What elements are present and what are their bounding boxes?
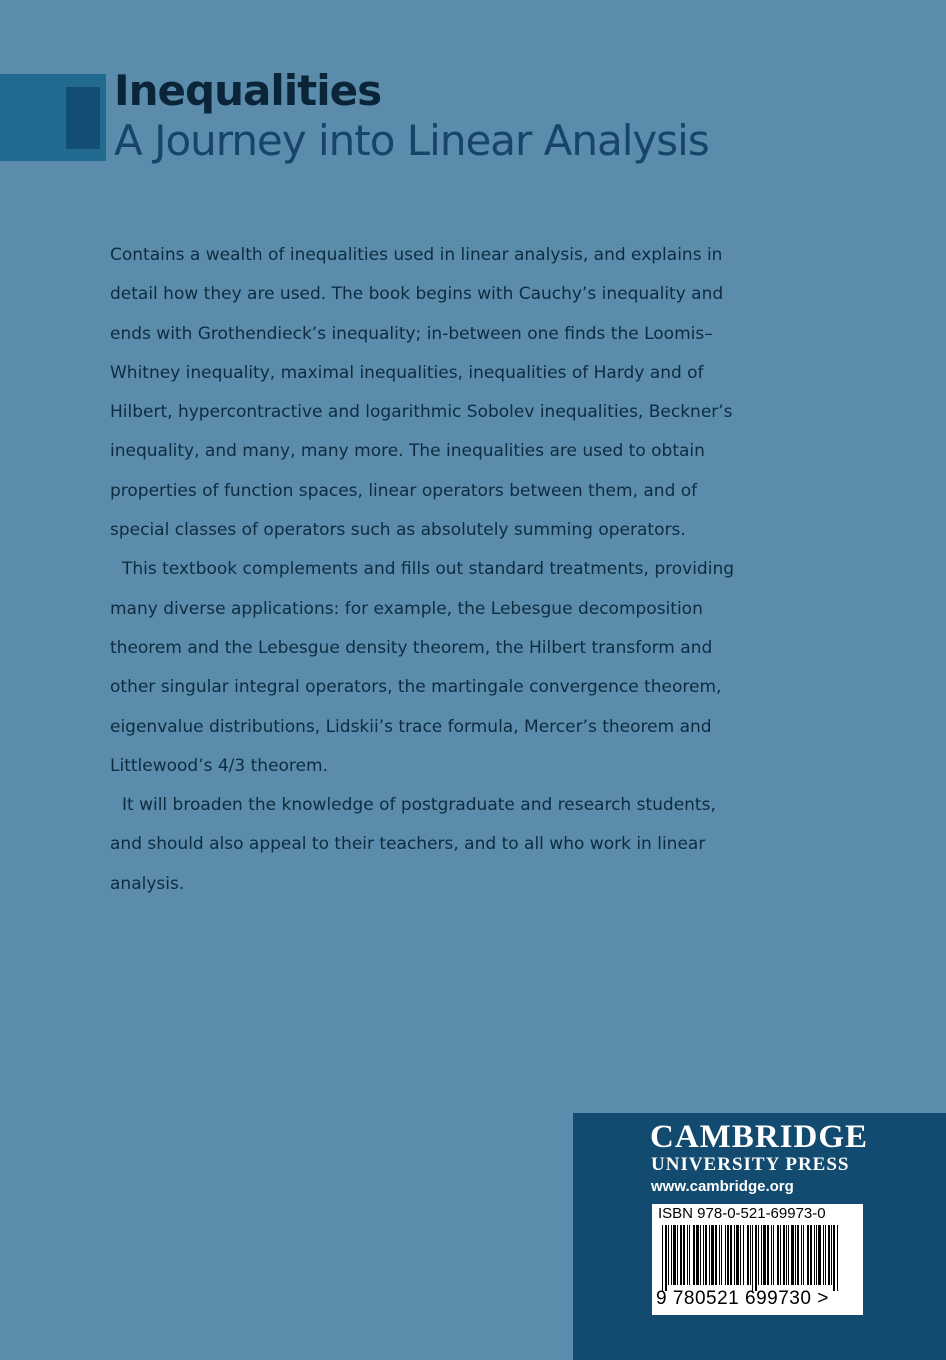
- barcode-bars: [662, 1225, 856, 1291]
- barcode-stripe: [755, 1225, 757, 1291]
- barcode-stripe: [703, 1225, 704, 1285]
- barcode-stripe: [803, 1225, 804, 1285]
- barcode-stripe: [791, 1225, 794, 1285]
- back-cover-blurb: [110, 236, 742, 904]
- barcode-stripe: [771, 1225, 772, 1285]
- blurb-paragraph: It will broaden the knowledge of postgraduate and research students, and should also appeal to their teachers, and to all who work in linear analysis.: [110, 795, 716, 894]
- barcode-stripe: [783, 1225, 785, 1285]
- barcode-stripe: [750, 1225, 751, 1285]
- barcode-stripe: [786, 1225, 787, 1285]
- barcode-stripe: [734, 1225, 735, 1285]
- barcode-stripe: [677, 1225, 678, 1285]
- barcode-stripe: [693, 1225, 695, 1285]
- barcode-stripe: [816, 1225, 817, 1285]
- barcode-stripe: [736, 1225, 739, 1285]
- barcode-stripe: [662, 1225, 663, 1291]
- barcode-stripe: [831, 1225, 832, 1285]
- barcode-stripe: [727, 1225, 729, 1285]
- barcode-stripe: [833, 1225, 835, 1291]
- barcode-stripe: [763, 1225, 766, 1285]
- barcode-stripe: [761, 1225, 762, 1285]
- book-title: Inequalities: [114, 66, 382, 115]
- barcode-stripe: [711, 1225, 714, 1285]
- barcode-stripe: [687, 1225, 688, 1285]
- book-subtitle: A Journey into Linear Analysis: [114, 116, 709, 165]
- blurb-paragraph: This textbook complements and fills out standard treatments, providing many diverse applications: for example, the Lebesgue decomposition theorem and the Lebesgue density theorem, the Hilbert transform and other singular integral operators, the martingale convergence theorem, eigenvalue distributions, Lidskii’s trace formula, Mercer’s theorem and Littlewood’s 4/3 theorem.: [110, 559, 735, 776]
- barcode-stripe: [814, 1225, 815, 1285]
- title-accent-mark: [66, 87, 100, 149]
- publisher-url: www.cambridge.org: [651, 1178, 794, 1195]
- barcode-stripe: [719, 1225, 720, 1285]
- barcode-stripe: [797, 1225, 799, 1285]
- barcode-stripe: [730, 1225, 732, 1285]
- barcode-stripe: [671, 1225, 672, 1285]
- isbn-barcode: [652, 1204, 863, 1315]
- isbn-label: ISBN 978-0-521-69973-0: [658, 1205, 826, 1222]
- barcode-stripe: [780, 1225, 781, 1285]
- barcode-digits: 9 780521 699730 >: [656, 1288, 829, 1309]
- barcode-stripe: [715, 1225, 717, 1285]
- barcode-stripe: [668, 1225, 669, 1285]
- blurb-paragraph: Contains a wealth of inequalities used in linear analysis, and explains in detail how they are used. The book begins with Cauchy’s inequality and ends with Grothendieck’s inequality; in-between one finds the Loomis–Whitney inequality, maximal inequalities, inequalities of Hardy and of Hilbert, hypercontractive and logarithmic Sobolev inequalities, Beckner’s inequality, and many, many more. The inequalities are used to obtain properties of function spaces, linear operators between them, and of special classes of operators such as absolutely summing operators.: [110, 245, 733, 541]
- barcode-stripe: [673, 1225, 676, 1285]
- barcode-stripe: [758, 1225, 759, 1285]
- barcode-stripe: [680, 1225, 682, 1285]
- barcode-stripe: [837, 1225, 838, 1291]
- barcode-stripe: [700, 1225, 701, 1285]
- publisher-subname: UNIVERSITY PRESS: [651, 1154, 850, 1175]
- barcode-stripe: [823, 1225, 824, 1285]
- barcode-stripe: [705, 1225, 707, 1285]
- barcode-stripe: [747, 1225, 749, 1285]
- barcode-stripe: [752, 1225, 753, 1291]
- barcode-stripe: [721, 1225, 722, 1285]
- barcode-stripe: [777, 1225, 779, 1285]
- barcode-stripe: [683, 1225, 685, 1285]
- barcode-stripe: [807, 1225, 809, 1285]
- barcode-stripe: [743, 1225, 744, 1285]
- barcode-stripe: [818, 1225, 821, 1285]
- barcode-stripe: [795, 1225, 796, 1285]
- barcode-stripe: [665, 1225, 667, 1291]
- barcode-stripe: [788, 1225, 789, 1285]
- publisher-name: CAMBRIDGE: [650, 1119, 869, 1155]
- barcode-stripe: [773, 1225, 774, 1285]
- barcode-stripe: [767, 1225, 769, 1285]
- barcode-stripe: [689, 1225, 690, 1285]
- barcode-stripe: [825, 1225, 826, 1285]
- barcode-stripe: [740, 1225, 741, 1285]
- barcode-stripe: [725, 1225, 726, 1285]
- barcode-stripe: [709, 1225, 710, 1285]
- barcode-stripe: [810, 1225, 812, 1285]
- barcode-stripe: [828, 1225, 830, 1285]
- barcode-stripe: [696, 1225, 699, 1285]
- barcode-stripe: [801, 1225, 802, 1285]
